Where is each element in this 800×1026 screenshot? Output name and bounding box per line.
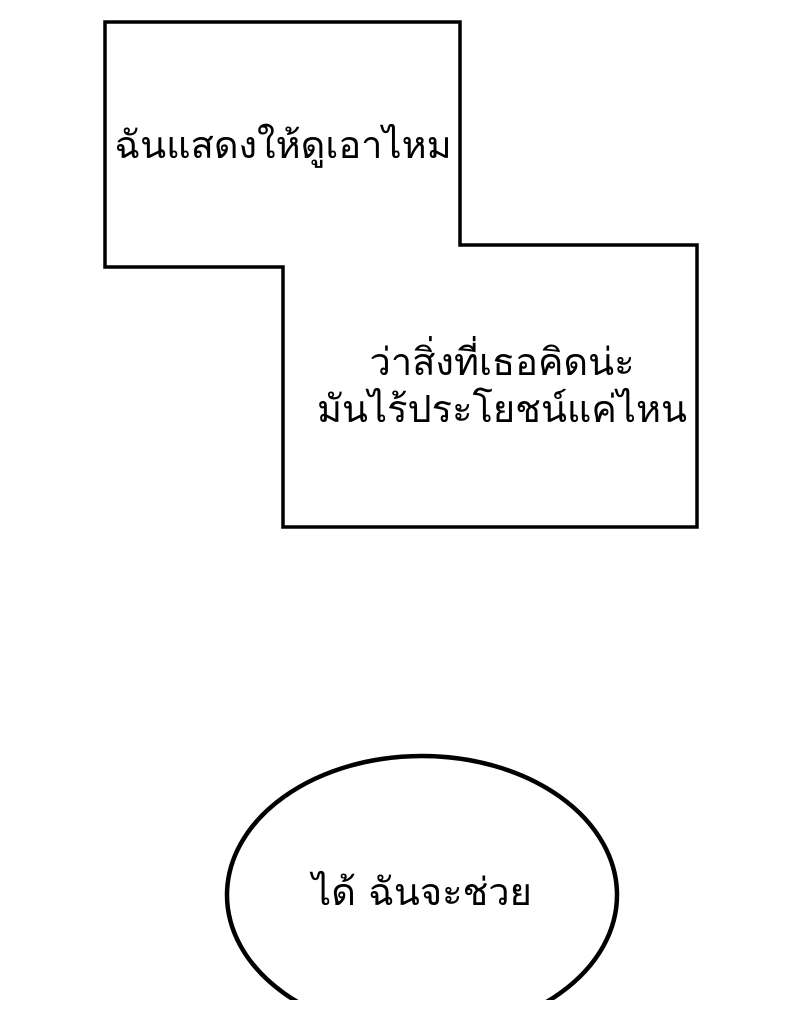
speech-bubble-bottom-text: ได้ ฉันจะช่วย bbox=[312, 869, 532, 914]
speech-bubble-top-text: ฉันแสดงให้ดูเอาไหม bbox=[114, 123, 452, 167]
speech-bubble-middle bbox=[283, 245, 697, 527]
speech-bubble-middle-text-line-2: มันไร้ประโยชน์แค่ไหน bbox=[317, 387, 687, 431]
speech-bubble-top bbox=[105, 22, 461, 267]
speech-bubble-bottom bbox=[227, 756, 617, 1026]
speech-bubble-middle-text-line-1: ว่าสิ่งที่เธอคิดน่ะ bbox=[369, 340, 635, 384]
